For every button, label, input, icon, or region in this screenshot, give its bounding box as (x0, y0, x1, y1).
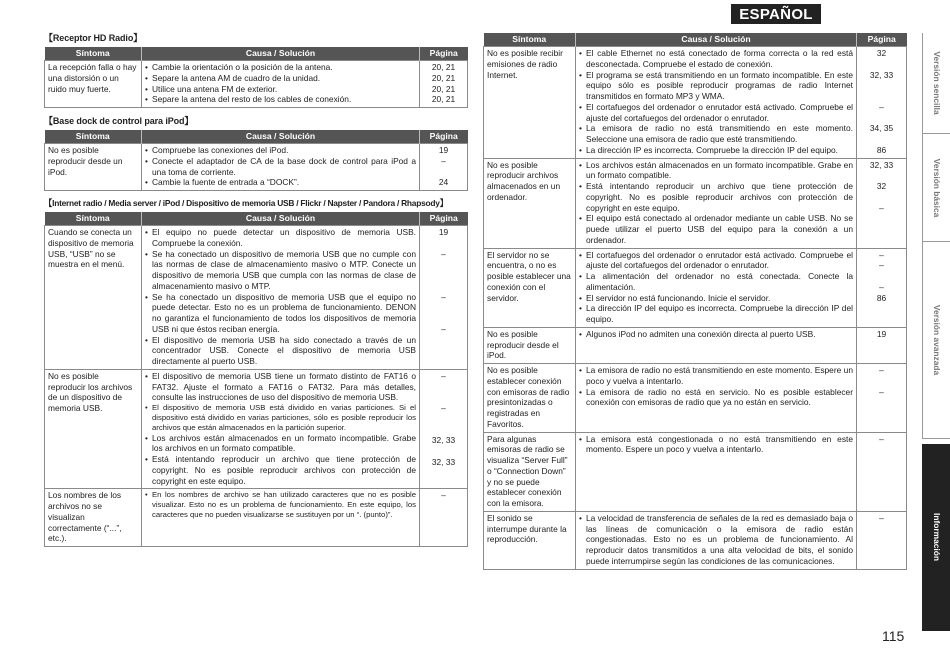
page-cell (857, 364, 907, 433)
page-ref (860, 170, 903, 181)
page-ref: – (441, 490, 446, 501)
page-ref: – (441, 248, 446, 259)
symptom-cell: La recepción falla o hay una distorsión o un ruido muy fuerte. (45, 61, 142, 108)
symptom-cell: Para algunas emisoras de radio se visualiza “Server Full” o “Connection Down” y no se puede establecer conexión con la emisora. (484, 432, 576, 511)
cause-item: • El cortafuegos del ordenador o enrutador está activado. Compruebe el ajuste del cortafuegos del ordenador o enrutador. (579, 101, 853, 123)
page-cell (420, 226, 468, 370)
cause-cell (576, 248, 857, 327)
table-row (484, 158, 907, 248)
page-ref (423, 281, 464, 292)
page-ref (860, 113, 903, 124)
page-ref: 32, 33 (869, 69, 894, 80)
side-tab-information[interactable] (922, 444, 950, 631)
cause-item: • La dirección IP es incorrecta. Compruebe la dirección IP del equipo. (579, 144, 839, 155)
page-cell (857, 248, 907, 327)
header-cause: Causa / Solución (142, 130, 420, 144)
page-ref (860, 59, 903, 70)
header-symptom: Síntoma (484, 33, 576, 47)
cause-cell (576, 158, 857, 248)
table-row (484, 364, 907, 433)
header-symptom: Síntoma (45, 47, 142, 61)
page-ref: 20, 21 (431, 83, 456, 94)
page-ref: 32, 33 (869, 159, 894, 170)
page-ref: – (441, 291, 446, 302)
cause-item: • El equipo está conectado al ordenador mediante un cable USB. No se puede utilizar el puerto USB del equipo para la conexión a un ordenador. (579, 213, 853, 245)
side-tab-basic-version[interactable] (922, 134, 950, 242)
table-row (484, 432, 907, 511)
side-tab-label: Información (932, 513, 942, 561)
page-ref (423, 313, 464, 324)
cause-item: • La emisora de radio no está transmitiendo en este momento. Espere un poco y vuelva a intentarlo. (579, 365, 853, 386)
cause-cell (142, 144, 420, 191)
symptom-cell: No es posible reproducir archivos almacenados en un ordenador. (484, 158, 576, 248)
cause-item: • En los nombres de archivo se han utilizado caracteres que no es posible visualizar. Esto no es un problema de funcionamiento. En este equipo, los caracteres que no pueden visualizarse se sustituyen por un “. (punto)”. (145, 490, 416, 520)
page-ref (860, 80, 903, 91)
section-title-ipod-dock: 【Base dock de control para iPod】 (44, 116, 194, 126)
cause-item: • Los archivos están almacenados en un formato incompatible. Grabe en un formato compatible. (579, 159, 853, 181)
page-ref: 20, 21 (431, 62, 456, 72)
page-cell (420, 61, 468, 108)
page-ref (860, 271, 903, 282)
header-symptom: Síntoma (45, 130, 142, 144)
page-ref: 20, 21 (431, 94, 456, 105)
side-tab-label: Versión avanzada (932, 304, 942, 376)
cause-cell (142, 226, 420, 370)
table-row (484, 47, 907, 159)
header-page: Página (420, 47, 468, 61)
cause-cell (576, 47, 857, 159)
right-column (483, 33, 907, 570)
cause-item: • Conecte el adaptador de CA de la base dock de control para iPod a una toma de corriente. (145, 155, 416, 177)
cause-item: • Está intentando reproducir un archivo que tiene protección de copyright. No es posible reproducir archivos con protección de copyright en este equipo. (579, 181, 853, 213)
cause-item: • Compruebe las conexiones del iPod. (145, 145, 289, 155)
table-row (484, 511, 907, 569)
page-cell (857, 327, 907, 363)
cause-item: • La emisora de radio no está en servicio. No es posible establecer conexión con emisoras de radio que ya no están en servicio. (579, 386, 853, 408)
cause-item: • La emisora está congestionada o no está transmitiendo en este momento. Espere un poco y vuelva a intentarlo. (579, 433, 853, 455)
table-row (45, 226, 468, 370)
page-ref (860, 91, 903, 102)
cause-item: • Algunos iPod no admiten una conexión directa al puerto USB. (579, 328, 816, 339)
page-ref (860, 192, 903, 203)
page-ref (423, 414, 464, 425)
symptom-cell: No es posible reproducir los archivos de un dispositivo de memoria USB. (45, 369, 142, 489)
symptom-cell: No es posible reproducir desde un iPod. (45, 144, 142, 191)
page-ref: – (879, 281, 884, 292)
cause-item: • Separe la antena del resto de los cables de conexión. (145, 94, 352, 105)
table-row (45, 369, 468, 489)
cause-cell (142, 369, 420, 489)
page-ref: – (441, 403, 446, 413)
cause-item: • El servidor no está funcionando. Inicie el servidor. (579, 292, 771, 303)
table-row (45, 489, 468, 547)
page-ref (423, 425, 464, 436)
troubleshooting-table-hd-radio (44, 47, 468, 108)
cause-cell (142, 489, 420, 547)
cause-item: • El dispositivo de memoria USB ha sido conectado a través de un concentrador USB. Conecte el dispositivo de memoria USB directamente al puerto USB. (145, 334, 416, 366)
table-row (484, 327, 907, 363)
page-ref: – (879, 202, 884, 213)
cause-cell (576, 327, 857, 363)
side-tab-advanced-version[interactable] (922, 242, 950, 439)
page-ref: – (441, 370, 446, 381)
page-ref: 32 (876, 181, 887, 191)
section-title-hd-radio: 【Receptor HD Radio】 (44, 33, 143, 43)
section-title-network: 【Internet radio / Media server / iPod / Dispositivo de memoria USB / Flickr / Napster / Pandora / Rhapsody】 (44, 198, 448, 208)
page-ref: 34, 35 (869, 123, 894, 134)
cause-cell (576, 432, 857, 511)
page-cell (857, 511, 907, 569)
page-ref: – (879, 512, 884, 523)
page-ref: 19 (438, 227, 449, 237)
side-tab-label: Versión sencilla (932, 51, 942, 115)
header-symptom: Síntoma (45, 212, 142, 226)
cause-item: • El dispositivo de memoria USB está dividido en varias particiones. Si el dispositivo está dividido en varias particiones, sólo es posible reproducir los archivos que están almacenados en la partición superior. (145, 403, 416, 432)
cause-item: • La alimentación del ordenador no está conectada. Conecte la alimentación. (579, 271, 853, 292)
page-ref (423, 238, 464, 249)
page-ref: – (441, 155, 446, 166)
page-ref (423, 382, 464, 393)
left-column (44, 31, 468, 547)
cause-cell (576, 511, 857, 569)
header-cause: Causa / Solución (142, 212, 420, 226)
header-page: Página (420, 130, 468, 144)
page-cell (420, 369, 468, 489)
cause-item: • El cable Ethernet no está conectado de forma correcta o la red está desconectada. Compruebe el estado de conexión. (579, 48, 853, 69)
cause-item: • Los archivos están almacenados en un formato incompatible. Grabe los archivos en un formato compatible. (145, 432, 416, 454)
page-ref: – (879, 101, 884, 112)
page-ref (423, 270, 464, 281)
cause-cell (576, 364, 857, 433)
page-ref: 32, 33 (431, 456, 456, 467)
cause-item: • Utilice una antena FM de exterior. (145, 83, 278, 94)
troubleshooting-table-network-left (44, 212, 468, 547)
page-ref: – (879, 249, 884, 260)
page-ref (860, 134, 903, 145)
cause-item: • La emisora de radio no está transmitiendo en este momento. Seleccione una emisora de radio que esté transmitiendo. (579, 123, 853, 144)
page-ref: 32, 33 (431, 435, 456, 446)
page-ref (423, 167, 464, 178)
page-ref: – (879, 260, 884, 271)
page-ref: 20, 21 (431, 72, 456, 83)
header-cause: Causa / Solución (142, 47, 420, 61)
symptom-cell: Los nombres de los archivos no se visualizan correctamente (“...”, etc.). (45, 489, 142, 547)
symptom-cell: El servidor no se encuentra, o no es posible establecer una conexión con el servidor. (484, 248, 576, 327)
side-tab-label: Versión básica (932, 158, 942, 217)
page-ref: 19 (876, 328, 887, 339)
troubleshooting-table-network-right (483, 33, 907, 570)
symptom-cell: El sonido se interrumpe durante la reproducción. (484, 511, 576, 569)
cause-item: • La dirección IP del equipo es incorrecta. Compruebe la dirección IP del equipo. (579, 303, 853, 324)
page-ref (860, 376, 903, 387)
page-ref (423, 446, 464, 457)
cause-item: • Cambie la orientación o la posición de la antena. (145, 62, 333, 72)
table-row (45, 61, 468, 108)
page-ref: 86 (876, 144, 887, 155)
header-page: Página (420, 212, 468, 226)
cause-item: • Está intentando reproducir un archivo que tiene protección de copyright. No es posible reproducir archivos con protección de copyright en este equipo. (145, 454, 416, 486)
page-ref: 86 (876, 292, 887, 303)
cause-item: • El cortafuegos del ordenador o enrutador está activado. Compruebe el ajuste del cortafuegos del ordenador o enrutador. (579, 249, 853, 271)
page-cell (857, 432, 907, 511)
cause-item: • El programa se está transmitiendo en un formato incompatible. En este equipo sólo es posible reproducir programas de radio Internet transmitidos en formato MP3 y WMA. (579, 69, 853, 101)
symptom-cell: No es posible reproducir desde el iPod. (484, 327, 576, 363)
header-page: Página (857, 33, 907, 47)
header-cause: Causa / Solución (576, 33, 857, 47)
cause-item: • El dispositivo de memoria USB tiene un formato distinto de FAT16 o FAT32. Ajuste el formato a FAT16 o FAT32. Para más detalles, consulte las instrucciones de uso del dispositivo de memoria USB. (145, 370, 416, 403)
page-number: 115 (882, 628, 905, 644)
page-ref: – (879, 386, 884, 397)
symptom-cell: No es posible establecer conexión con emisoras de radio presintonizadas o registradas en Favoritos. (484, 364, 576, 433)
page-ref: – (441, 323, 446, 334)
page-ref: – (879, 433, 884, 444)
cause-item: • El equipo no puede detectar un dispositivo de memoria USB. Compruebe la conexión. (145, 227, 416, 248)
table-row (484, 248, 907, 327)
page-cell (857, 47, 907, 159)
page-ref (423, 302, 464, 313)
page-ref: 32 (876, 48, 887, 58)
page-ref: 24 (438, 177, 449, 188)
language-badge: ESPAÑOL (731, 4, 821, 24)
troubleshooting-table-ipod-dock (44, 130, 468, 191)
page-ref (423, 392, 464, 403)
side-tab-simple-version[interactable] (922, 33, 950, 134)
symptom-cell: Cuando se conecta un dispositivo de memoria USB, “USB” no se muestra en el menú. (45, 226, 142, 370)
symptom-cell: No es posible recibir emisiones de radio Internet. (484, 47, 576, 159)
page-cell (857, 158, 907, 248)
cause-cell (142, 61, 420, 108)
cause-item: • La velocidad de transferencia de señales de la red es demasiado baja o las líneas de comunicación o la emisora de radio están congestionadas. Esto no es un problema de funcionamiento. Al reproducir datos transmitidos a una alta velocidad de bits, el sonido puede interrumpirse según las condiciones de las comunicaciones. (579, 512, 853, 566)
cause-item: • Se ha conectado un dispositivo de memoria USB que el equipo no puede detectar. Esto no es un problema de funcionamiento. DENON no garantiza el funcionamiento de todos los dispositivos de memoria USB ni que éstos reciban energía. (145, 291, 416, 334)
cause-item: • Cambie la fuente de entrada a “DOCK”. (145, 177, 300, 188)
page-cell (420, 489, 468, 547)
page-ref: – (879, 365, 884, 375)
page-ref: 19 (438, 145, 449, 155)
table-row (45, 144, 468, 191)
page-ref (423, 259, 464, 270)
page-cell (420, 144, 468, 191)
cause-item: • Se ha conectado un dispositivo de memoria USB que no cumple con las normas de clase de almacenamiento masivo o MTP. Conecte un dispositivo de memoria USB que cumpla con las normas de clase de almacenamiento masivo o MTP. (145, 248, 416, 291)
cause-item: • Separe la antena AM de cuadro de la unidad. (145, 72, 321, 83)
